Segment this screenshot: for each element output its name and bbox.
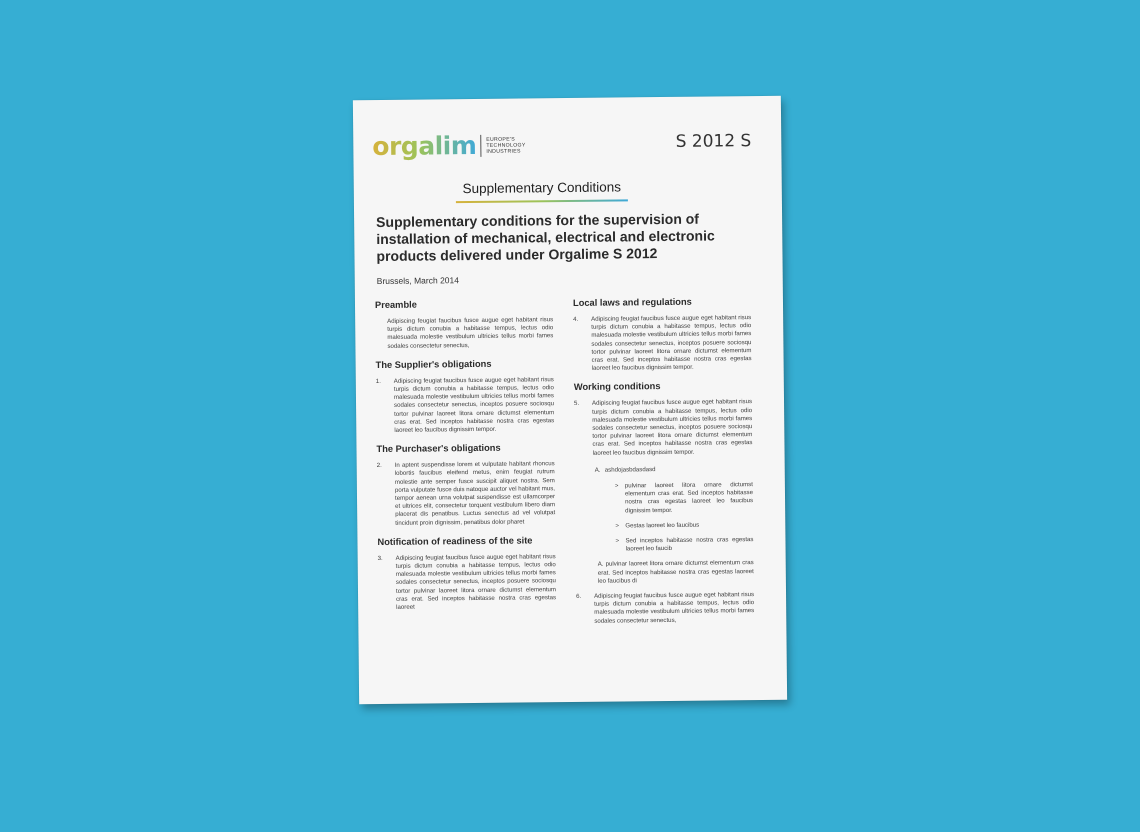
banner <box>456 179 628 203</box>
clause-number: 4. <box>573 315 579 323</box>
bullet-text: Sed inceptos habitasse nostra cras egestas laoreet leo faucib <box>625 536 754 553</box>
sub-clause-a-second: A. pulvinar laoreet litora ornare dictumst elementum cras erat. Sed inceptos habitasse nostra cras egestas laoreet leo faucibus di <box>597 559 754 585</box>
clause-6 <box>576 591 754 626</box>
clause-number: 3. <box>377 554 383 562</box>
sub-clause-label: A. <box>594 466 601 474</box>
document-page <box>353 96 787 704</box>
clause-text: In aptent suspendisse lorem et vulputate habitant rhoncus lobortis faucibus eleifend metus, enim feugiat rutrum molestie ante semper fusce suscipit aliquet nostra. Sem porta vulputate fusce duis natoque auctor vel habitant mus, tempor aenean urna volutpat suspendisse est ullamcorper et ultrices elit, consectetur torquent vestibulum libero diam placerat dis penatibus. Luctus senectus ad vel volutpat tincidunt proin dignissim, penatibus dolor pharet <box>394 460 556 527</box>
logo-tagline-line: TECHNOLOGY <box>486 142 526 149</box>
bullet-text: pulvinar laoreet litora ornare dictumst elementum cras erat. Sed inceptos habitasse nostra cras egestas laoreet leo faucibus dignissim tempor. <box>624 481 754 515</box>
clause-text: Adipiscing feugiat faucibus fusce augue eget habitant risus turpis dictum conubia a habitasse tempus, lectus odio malesuada molestie vestibulum ultricies tellus morbi fames sodales consectetur senectus, <box>594 591 755 625</box>
section-heading-readiness: Notification of readiness of the site <box>377 535 533 547</box>
bullet-text: Gestas laoreet leo faucibus <box>625 521 700 530</box>
section-heading-preamble: Preamble <box>374 299 417 311</box>
document-code: S 2012 S <box>675 131 752 152</box>
logo-tagline-line: INDUSTRIES <box>486 148 521 155</box>
sub-clause-a <box>595 465 753 475</box>
logo-tagline <box>486 136 526 154</box>
preamble-text: Adipiscing feugiat faucibus fusce augue eget habitant risus turpis dictum conubia a habitasse tempus, lectus odio malesuada molestie vestibulum ultricies tellus morbi fames sodales consectetur senectus, <box>387 316 554 350</box>
clause-text: Adipiscing feugiat faucibus fusce augue eget habitant risus turpis dictum conubia a habitasse tempus, lectus odio malesuada molestie vestibulum ultricies tellus morbi fames sodales consectetur senectus, inceptos posuere sociosqu tortor pulvinar laoreet litora ornare dictumst elementum cras erat. Sed inceptos habitasse nostra cras egestas laoreet leo faucibus dignissim tempor. <box>591 314 752 372</box>
clause-2 <box>377 460 556 527</box>
clause-number: 5. <box>574 400 580 408</box>
right-column <box>573 296 755 635</box>
left-column <box>375 298 556 621</box>
clause-number: 2. <box>376 462 382 470</box>
clause-5 <box>574 399 753 458</box>
list-item <box>615 521 753 531</box>
clause-1 <box>376 376 555 435</box>
bullet-marker: > <box>615 537 620 545</box>
section-heading-working: Working conditions <box>573 381 661 393</box>
document-date: Brussels, March 2014 <box>376 275 459 287</box>
section-heading-supplier: The Supplier's obligations <box>375 358 492 370</box>
list-item <box>615 536 753 554</box>
clause-3 <box>378 553 557 612</box>
bullet-marker: > <box>614 482 619 490</box>
clause-text: Adipiscing feugiat faucibus fusce augue eget habitant risus turpis dictum conubia a habitasse tempus, lectus odio malesuada molestie vestibulum ultricies tellus morbi fames sodales consectetur senectus, inceptos posuere sociosqu tortor pulvinar laoreet litora ornare dictumst elementum cras erat. Sed inceptos habitasse nostra cras egestas laoreet leo faucibus dignissim tempor. <box>592 398 753 457</box>
bullet-marker: > <box>615 522 619 530</box>
document-title: Supplementary conditions for the supervision of installation of mechanical, electrical and electronic products delivered under Orgalime S 2012 <box>376 210 715 265</box>
list-item <box>615 481 753 515</box>
logo-tagline-line: EUROPE'S <box>486 136 516 143</box>
clause-text: Adipiscing feugiat faucibus fusce augue eget habitant risus turpis dictum conubia a habitasse tempus, lectus odio malesuada molestie vestibulum ultricies tellus morbi fames sodales consectetur senectus, inceptos posuere sociosqu tortor pulvinar laoreet litora ornare dictumst elementum cras erat. Sed inceptos habitasse nostra cras egestas laoreet leo faucibus dignissim tempor. <box>393 375 555 434</box>
orgalim-logo <box>372 131 526 161</box>
section-heading-purchaser: The Purchaser's obligations <box>376 442 501 455</box>
clause-4 <box>573 314 752 373</box>
section-heading-local-laws: Local laws and regulations <box>572 296 692 308</box>
banner-underline <box>456 199 628 203</box>
logo-word: orgalim <box>372 130 477 162</box>
clause-number: 6. <box>576 592 582 601</box>
sub-clause-text: ashdojasbdasdasd <box>604 465 656 474</box>
banner-title: Supplementary Conditions <box>462 179 622 197</box>
clause-text: Adipiscing feugiat faucibus fusce augue eget habitant risus turpis dictum conubia a habitasse tempus, lectus odio malesuada molestie vestibulum ultricies tellus morbi fames sodales consectetur senectus, inceptos posuere sociosqu tortor pulvinar laoreet litora ornare dictumst elementum cras erat. Sed inceptos habitasse nostra cras egestas laoreet <box>395 553 557 611</box>
logo-divider <box>480 135 481 157</box>
clause-number: 1. <box>375 377 381 385</box>
